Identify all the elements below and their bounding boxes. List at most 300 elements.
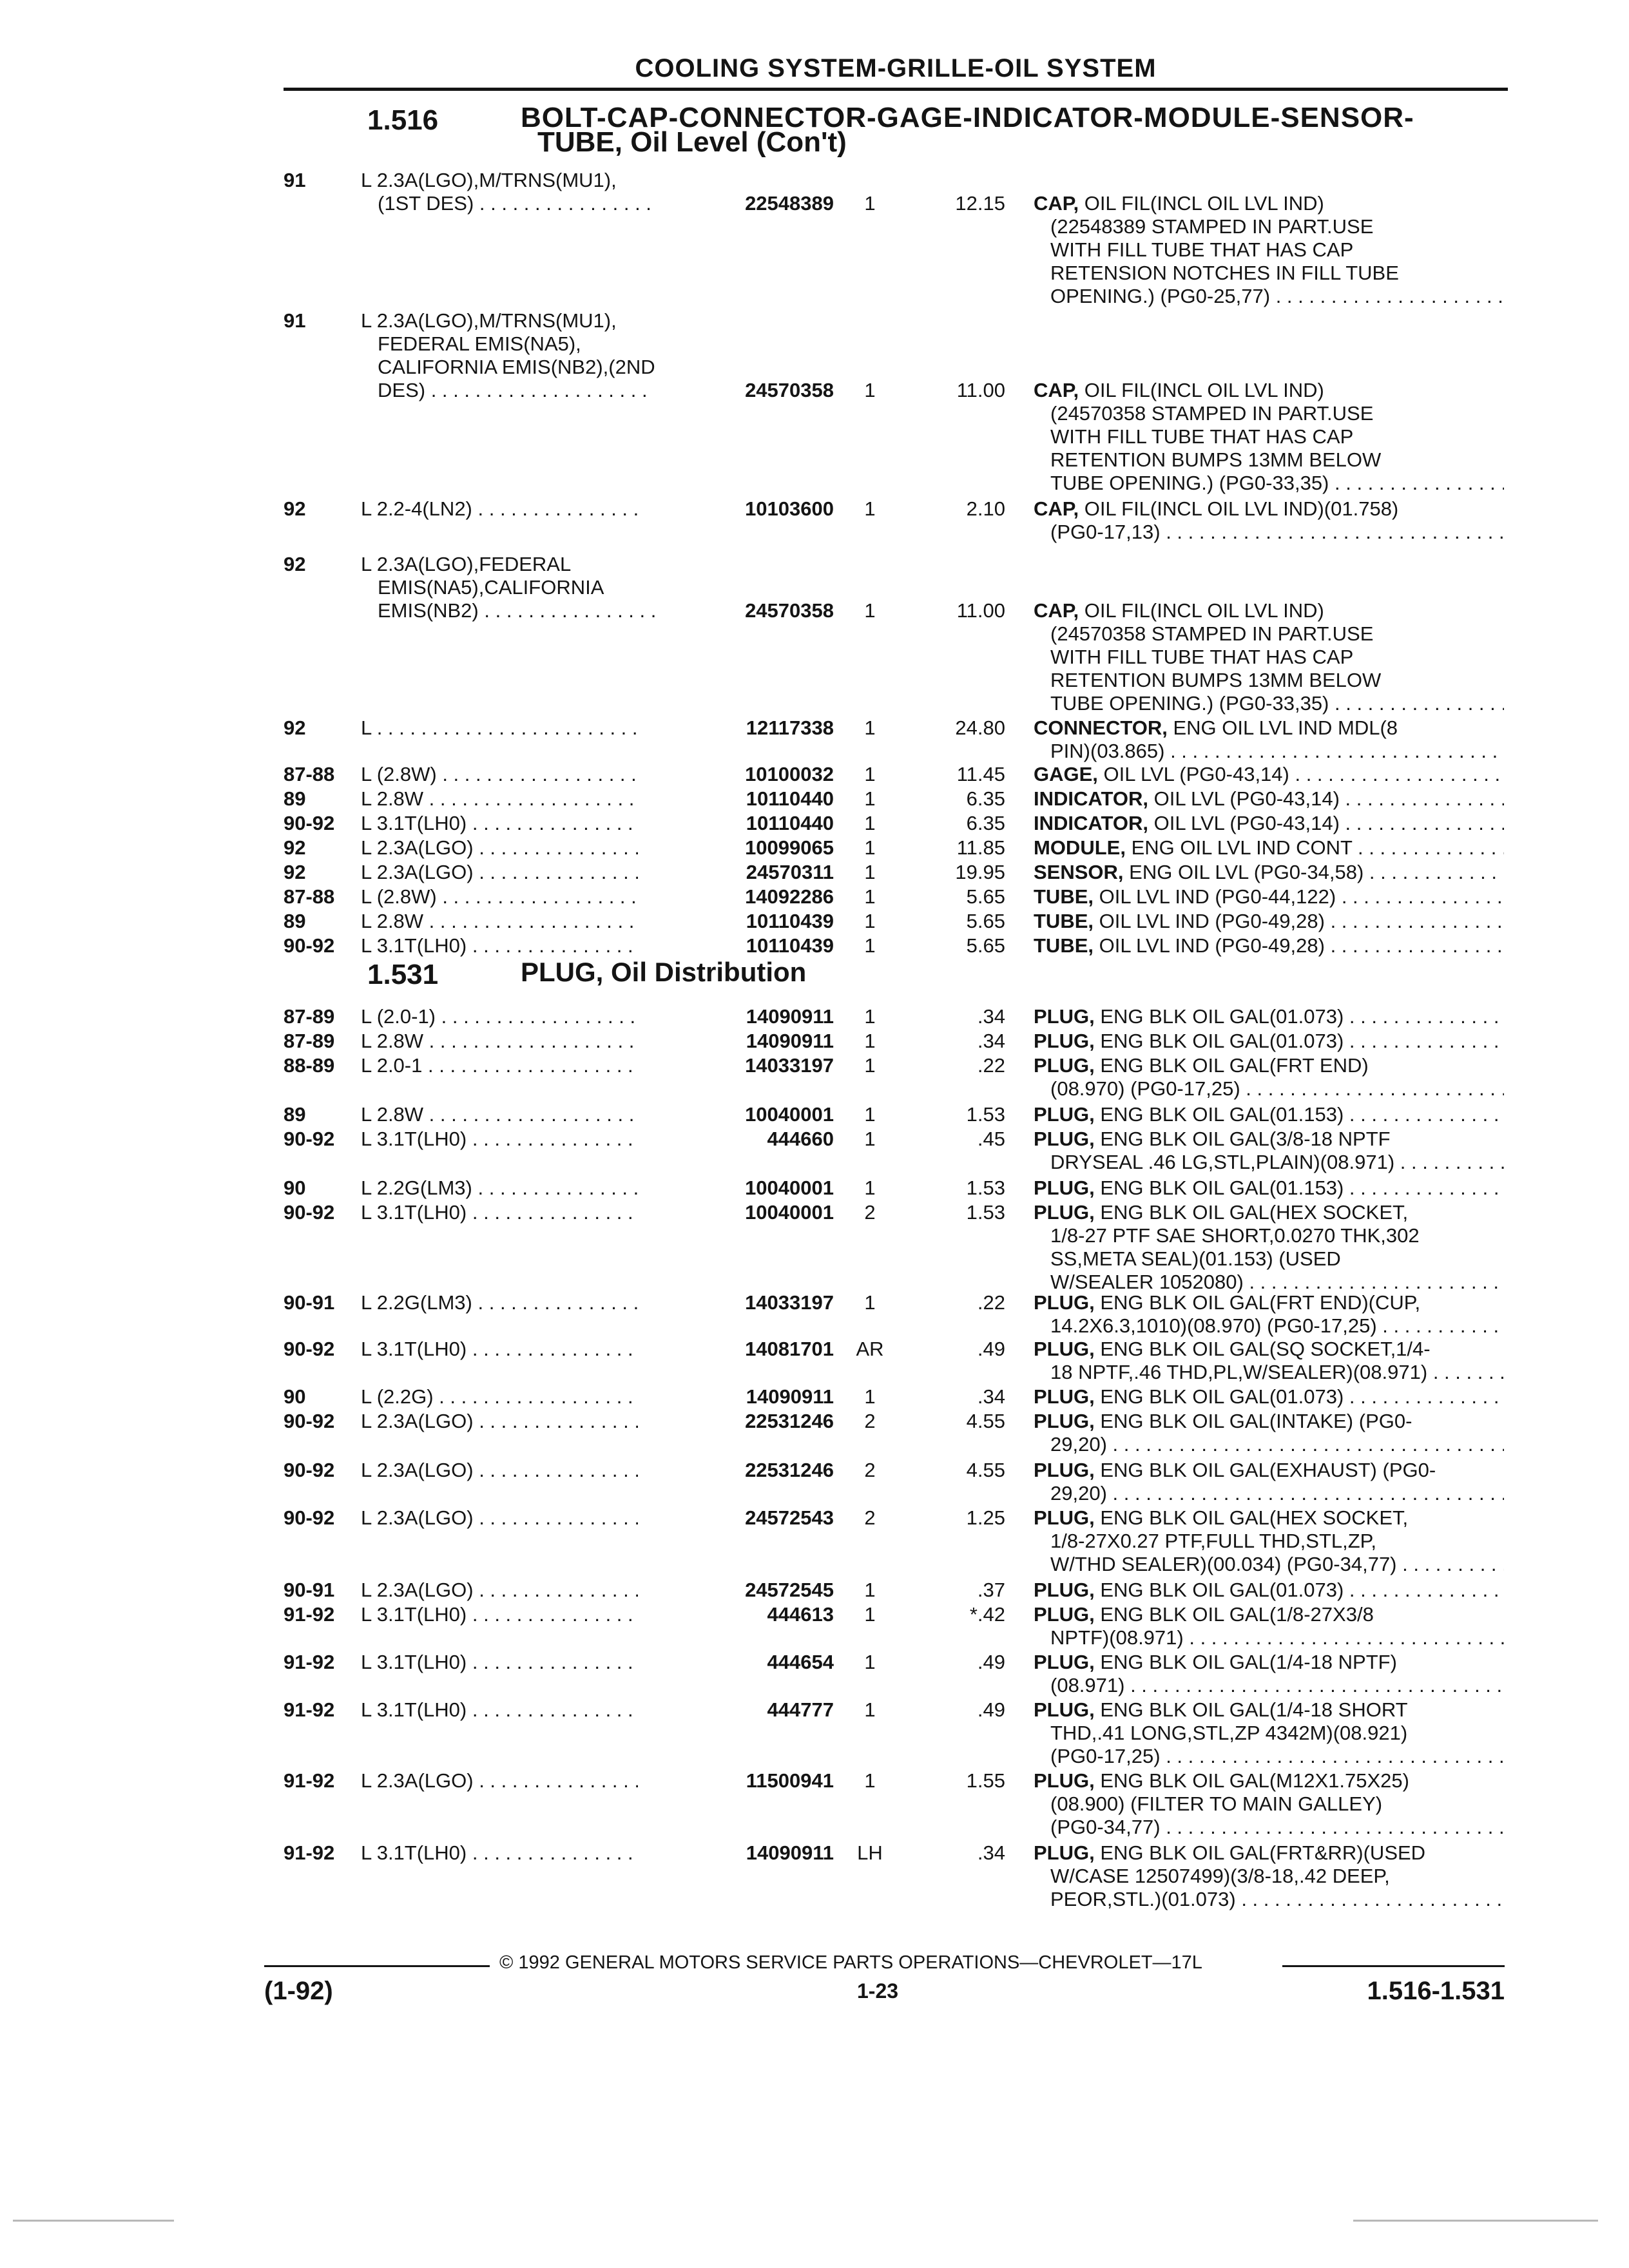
application-line (361, 1291, 638, 1314)
section-number: 1.531 (367, 959, 439, 990)
part-number: 11500941 (746, 1769, 834, 1792)
description-line (1034, 1459, 1504, 1482)
model-years: 87-89 (284, 1030, 335, 1052)
footer-rule-right (1282, 1965, 1505, 1967)
footer-page-number: 1-23 (857, 1979, 899, 2003)
model-years: 89 (284, 787, 306, 810)
description-line (1034, 861, 1504, 884)
description (1034, 861, 1504, 884)
description-text: OIL FIL(INCL OIL LVL IND) (1084, 192, 1324, 215)
part-name: TUBE, (1034, 910, 1094, 932)
description-text: ENG BLK OIL GAL(01.073) (1100, 1385, 1344, 1408)
description-text: ENG BLK OIL GAL(01.153) (1100, 1103, 1344, 1126)
part-number: 14090911 (746, 1030, 834, 1052)
model-years: 91-92 (284, 1769, 335, 1792)
part-number: 24570358 (745, 379, 834, 401)
quantity: 1 (864, 716, 876, 739)
application-line (361, 934, 638, 957)
description (1034, 1651, 1504, 1697)
part-number: 24570311 (746, 861, 834, 883)
application-text: L 3.1T(LH0) (361, 1201, 467, 1224)
application-line (361, 1128, 638, 1151)
application-line (361, 1769, 638, 1792)
price: 4.55 (966, 1459, 1005, 1481)
price: 1.53 (966, 1103, 1005, 1126)
quantity: 1 (864, 599, 876, 622)
description-line (1034, 1201, 1504, 1224)
part-name: INDICATOR, (1034, 787, 1148, 810)
description (1034, 885, 1504, 908)
price: .34 (977, 1005, 1005, 1028)
description-line: RETENTION BUMPS 13MM BELOW (1050, 669, 1382, 691)
description (1034, 1769, 1504, 1839)
part-name: PLUG, (1034, 1030, 1095, 1052)
part-name: PLUG, (1034, 1459, 1095, 1481)
part-number: 444613 (767, 1603, 834, 1626)
part-number: 14033197 (745, 1054, 834, 1077)
application-text: L 3.1T(LH0) (361, 1651, 467, 1673)
description (1034, 379, 1504, 495)
part-name: PLUG, (1034, 1385, 1095, 1408)
price: 5.65 (966, 885, 1005, 908)
description-line: (24570358 STAMPED IN PART.USE (1050, 402, 1374, 425)
quantity: 1 (864, 1054, 876, 1077)
description-line (1034, 192, 1504, 215)
description-line (1034, 379, 1504, 402)
section-title-line2: TUBE, Oil Level (Con't) (537, 126, 847, 158)
quantity: LH (857, 1841, 883, 1864)
application-text: L 3.1T(LH0) (361, 1338, 467, 1360)
description-line: (24570358 STAMPED IN PART.USE (1050, 622, 1374, 645)
price: 11.85 (956, 836, 1005, 859)
model-years: 90-92 (284, 812, 335, 834)
application-line (361, 812, 638, 835)
description-text: OIL LVL IND (PG0-49,28) (1099, 910, 1325, 932)
price: .34 (977, 1385, 1005, 1408)
description-text: ENG BLK OIL GAL(FRT END) (1100, 1054, 1369, 1077)
description-line (1034, 1651, 1504, 1674)
application-line (361, 1506, 638, 1530)
model-years: 91-92 (284, 1651, 335, 1673)
application-text: L 2.3A(LGO) (361, 1459, 474, 1481)
part-number: 10040001 (745, 1177, 834, 1199)
application-text: L 2.8W (361, 1030, 424, 1052)
description-text: ENG BLK OIL GAL(01.073) (1100, 1030, 1344, 1052)
model-years: 91-92 (284, 1698, 335, 1721)
part-number: 24570358 (745, 599, 834, 622)
quantity: 1 (864, 1128, 876, 1150)
application-text: L 2.3A(LGO) (361, 1506, 474, 1529)
application-text: L 2.3A(LGO) (361, 1769, 474, 1792)
application-line: L 2.3A(LGO),M/TRNS(MU1), (361, 169, 617, 191)
description-text: OIL LVL (PG0-43,14) (1153, 787, 1340, 810)
application-text: L 3.1T(LH0) (361, 1128, 467, 1150)
description-line: TUBE OPENING.) (PG0-33,35) . . . (1034, 472, 1504, 495)
part-name: GAGE, (1034, 763, 1098, 785)
application-line (361, 192, 655, 215)
application-text: DES) (378, 379, 426, 401)
description-line (1034, 1841, 1504, 1865)
page-header-title: COOLING SYSTEM-GRILLE-OIL SYSTEM (635, 54, 1157, 82)
part-name: CONNECTOR, (1034, 716, 1168, 739)
part-number: 14033197 (745, 1291, 834, 1314)
description-line: NPTF)(08.971) . . . (1034, 1626, 1504, 1649)
description-line: W/THD SEALER)(00.034) (PG0-34,77) . . . (1034, 1553, 1504, 1576)
quantity: 1 (864, 934, 876, 957)
price: .45 (977, 1128, 1005, 1150)
quantity: 1 (864, 1385, 876, 1408)
part-name: PLUG, (1034, 1603, 1095, 1626)
description-line: TUBE OPENING.) (PG0-33,35) . . . (1034, 692, 1504, 715)
description-line (1034, 910, 1504, 933)
part-name: PLUG, (1034, 1579, 1095, 1601)
description (1034, 910, 1504, 933)
description-text: OIL FIL(INCL OIL LVL IND)(01.758) (1084, 497, 1399, 520)
description (1034, 763, 1504, 786)
price: 4.55 (966, 1410, 1005, 1432)
price: 19.95 (955, 861, 1005, 883)
description-text: ENG BLK OIL GAL(3/8-18 NPTF (1100, 1128, 1391, 1150)
description-line (1034, 1128, 1504, 1151)
part-name: TUBE, (1034, 934, 1094, 957)
description (1034, 836, 1504, 860)
part-number: 14092286 (745, 885, 834, 908)
price: 1.25 (966, 1506, 1005, 1529)
part-number: 22531246 (745, 1459, 834, 1481)
price: 24.80 (955, 716, 1005, 739)
description (1034, 1506, 1504, 1576)
model-years: 91 (284, 169, 306, 191)
part-name: PLUG, (1034, 1177, 1095, 1199)
application-line: CALIFORNIA EMIS(NB2),(2ND (378, 356, 655, 378)
price: 6.35 (966, 787, 1005, 810)
description-line: (22548389 STAMPED IN PART.USE (1050, 215, 1374, 238)
application-text: L (2.8W) (361, 763, 437, 785)
scan-artifact (13, 2220, 174, 2222)
footer-date: (1-92) (264, 1977, 333, 2005)
description-line: WITH FILL TUBE THAT HAS CAP (1050, 646, 1354, 668)
description-text: ENG OIL LVL IND CONT (1131, 836, 1353, 859)
description-line (1034, 1103, 1504, 1126)
model-years: 87-89 (284, 1005, 335, 1028)
quantity: 2 (864, 1410, 876, 1432)
application-line (361, 1103, 638, 1126)
footer-copyright: © 1992 GENERAL MOTORS SERVICE PARTS OPERATIONS—CHEVROLET—17L (499, 1952, 1202, 1973)
description-text: OIL FIL(INCL OIL LVL IND) (1084, 379, 1324, 401)
quantity: 1 (864, 1603, 876, 1626)
description-text: ENG BLK OIL GAL(01.153) (1100, 1177, 1344, 1199)
part-name: INDICATOR, (1034, 812, 1148, 834)
description (1034, 1338, 1504, 1384)
quantity: 2 (864, 1201, 876, 1224)
model-years: 91-92 (284, 1603, 335, 1626)
description-line (1034, 599, 1504, 622)
part-name: CAP, (1034, 599, 1079, 622)
application-text: L 2.3A(LGO) (361, 1579, 474, 1601)
quantity: 1 (864, 497, 876, 520)
description (1034, 1698, 1504, 1768)
description-line: (PG0-17,25) . . . (1034, 1745, 1504, 1768)
description (1034, 716, 1504, 763)
part-number: 14081701 (745, 1338, 834, 1360)
model-years: 92 (284, 861, 306, 883)
description-line (1034, 1698, 1504, 1722)
part-number: 10099065 (745, 836, 834, 859)
part-number: 10040001 (745, 1201, 834, 1224)
scan-artifact (1353, 2220, 1598, 2222)
application-line: FEDERAL EMIS(NA5), (378, 332, 581, 355)
description-line (1034, 1410, 1504, 1433)
price: 1.55 (966, 1769, 1005, 1792)
description-line: PIN)(03.865) . . . (1034, 740, 1504, 763)
part-name: PLUG, (1034, 1005, 1095, 1028)
description-line (1034, 885, 1504, 908)
application-text: L 3.1T(LH0) (361, 1603, 467, 1626)
description (1034, 1459, 1504, 1505)
application-line (361, 1338, 638, 1361)
price: 5.65 (966, 910, 1005, 932)
application-line (361, 1651, 638, 1674)
application-line (361, 1841, 638, 1865)
price: .49 (977, 1698, 1005, 1721)
part-number: 10103600 (745, 497, 834, 520)
quantity: 1 (864, 1651, 876, 1673)
part-number: 444660 (767, 1128, 834, 1150)
description-text: ENG BLK OIL GAL(01.073) (1100, 1005, 1344, 1028)
application-line (361, 716, 638, 740)
model-years: 90-92 (284, 1338, 335, 1360)
description-line (1034, 1506, 1504, 1530)
application-line (361, 379, 655, 402)
part-number: 10110439 (746, 910, 834, 932)
application-text: L 3.1T(LH0) (361, 1698, 467, 1721)
description-text: OIL LVL IND (PG0-44,122) (1099, 885, 1336, 908)
quantity: 1 (864, 1698, 876, 1721)
quantity: 1 (864, 1103, 876, 1126)
application-text: L 2.0-1 (361, 1054, 423, 1077)
part-number: 12117338 (746, 716, 834, 739)
application-line (361, 1698, 638, 1722)
model-years: 90-92 (284, 934, 335, 957)
part-number: 10110440 (746, 812, 834, 834)
model-years: 90-92 (284, 1506, 335, 1529)
model-years: 90-92 (284, 1128, 335, 1150)
part-number: 444777 (767, 1698, 834, 1721)
application-line (361, 1385, 638, 1408)
application-line (361, 1005, 638, 1028)
application-line: L 2.3A(LGO),FEDERAL (361, 553, 572, 575)
model-years: 90 (284, 1177, 306, 1199)
price: 5.65 (966, 934, 1005, 957)
description-text: ENG BLK OIL GAL(M12X1.75X25) (1100, 1769, 1409, 1792)
description (1034, 1579, 1504, 1602)
description-line: 14.2X6.3,1010)(08.970) (PG0-17,25) . . . (1034, 1314, 1504, 1338)
part-number: 24572543 (745, 1506, 834, 1529)
price: 1.53 (966, 1177, 1005, 1199)
description-text: OIL LVL (PG0-43,14) (1153, 812, 1340, 834)
description-text: ENG BLK OIL GAL(1/4-18 NPTF) (1100, 1651, 1397, 1673)
description-line: DRYSEAL .46 LG,STL,PLAIN)(08.971) . . . (1034, 1151, 1504, 1174)
price: .22 (977, 1054, 1005, 1077)
application-line (361, 861, 638, 884)
part-number: 14090911 (746, 1385, 834, 1408)
application-line (361, 1054, 638, 1077)
description (1034, 1128, 1504, 1174)
description-line (1034, 812, 1504, 835)
part-name: PLUG, (1034, 1054, 1095, 1077)
application-line (361, 1030, 638, 1053)
model-years: 90-92 (284, 1201, 335, 1224)
description-line (1034, 836, 1504, 860)
description (1034, 1410, 1504, 1456)
part-number: 10110440 (746, 787, 834, 810)
model-years: 87-88 (284, 885, 335, 908)
model-years: 91-92 (284, 1841, 335, 1864)
quantity: 1 (864, 787, 876, 810)
price: .49 (977, 1651, 1005, 1673)
application-text: L 3.1T(LH0) (361, 934, 467, 957)
quantity: 1 (864, 379, 876, 401)
description (1034, 1054, 1504, 1100)
model-years: 89 (284, 1103, 306, 1126)
model-years: 91 (284, 309, 306, 332)
part-number: 14090911 (746, 1841, 834, 1864)
description-line: 1/8-27X0.27 PTF,FULL THD,STL,ZP, (1050, 1530, 1376, 1552)
part-number: 444654 (767, 1651, 834, 1673)
model-years: 90-91 (284, 1579, 335, 1601)
description (1034, 1291, 1504, 1338)
description-line (1034, 1030, 1504, 1053)
application-text: L 2.3A(LGO) (361, 861, 474, 883)
part-number: 10040001 (745, 1103, 834, 1126)
part-name: PLUG, (1034, 1128, 1095, 1150)
description-line (1034, 934, 1504, 957)
description-line (1034, 787, 1504, 811)
application-text: L 2.8W (361, 1103, 424, 1126)
quantity: 1 (864, 1030, 876, 1052)
description-text: ENG OIL LVL (PG0-34,58) (1129, 861, 1364, 883)
part-number: 22548389 (745, 192, 834, 215)
quantity: 1 (864, 1769, 876, 1792)
part-name: PLUG, (1034, 1769, 1095, 1792)
description-line: (08.970) (PG0-17,25) . . . (1034, 1077, 1504, 1100)
quantity: 1 (864, 885, 876, 908)
application-text: L 2.8W (361, 910, 424, 932)
quantity: 1 (864, 836, 876, 859)
description (1034, 1603, 1504, 1649)
price: .22 (977, 1291, 1005, 1314)
description-line: 18 NPTF,.46 THD,PL,W/SEALER)(08.971) . . . (1034, 1361, 1504, 1384)
description-line (1034, 1579, 1504, 1602)
model-years: 90-91 (284, 1291, 335, 1314)
description-line (1034, 497, 1504, 521)
quantity: 1 (864, 1177, 876, 1199)
part-name: PLUG, (1034, 1103, 1095, 1126)
application-line (361, 836, 638, 860)
part-number: 22531246 (745, 1410, 834, 1432)
price: .34 (977, 1841, 1005, 1864)
application-text: L 3.1T(LH0) (361, 812, 467, 834)
application-text: L 2.3A(LGO) (361, 836, 474, 859)
description-line: W/SEALER 1052080) . . . (1034, 1271, 1504, 1294)
description-text: OIL FIL(INCL OIL LVL IND) (1084, 599, 1324, 622)
description-text: ENG BLK OIL GAL(EXHAUST) (PG0- (1100, 1459, 1436, 1481)
application-line (361, 1410, 638, 1433)
application-line (361, 497, 638, 521)
description (1034, 497, 1504, 544)
model-years: 92 (284, 716, 306, 739)
description (1034, 1201, 1504, 1294)
description-line: PEOR,STL.)(01.073) . . . (1034, 1888, 1504, 1911)
part-name: MODULE, (1034, 836, 1126, 859)
quantity: 1 (864, 1291, 876, 1314)
description-line (1034, 1291, 1504, 1314)
description (1034, 1005, 1504, 1028)
application-line (361, 763, 638, 786)
model-years: 92 (284, 497, 306, 520)
application-text: EMIS(NB2) (378, 599, 479, 622)
model-years: 89 (284, 910, 306, 932)
description (1034, 1030, 1504, 1053)
price: .34 (977, 1030, 1005, 1052)
description-line: (08.900) (FILTER TO MAIN GALLEY) (1050, 1792, 1383, 1815)
description-line: WITH FILL TUBE THAT HAS CAP (1050, 425, 1354, 448)
application-text: L 2.2G(LM3) (361, 1177, 472, 1199)
application-text: L (361, 716, 372, 739)
application-text: L (2.8W) (361, 885, 437, 908)
description-line: SS,META SEAL)(01.153) (USED (1050, 1247, 1341, 1270)
quantity: 1 (864, 1005, 876, 1028)
model-years: 92 (284, 553, 306, 575)
description-text: ENG BLK OIL GAL(FRT END)(CUP, (1100, 1291, 1421, 1314)
application-line (361, 787, 638, 811)
quantity: 1 (864, 812, 876, 834)
description-text: ENG OIL LVL IND MDL(8 (1173, 716, 1398, 739)
description (1034, 1841, 1504, 1911)
quantity: 1 (864, 1579, 876, 1601)
quantity: 1 (864, 192, 876, 215)
description-line: (08.971) . . . (1034, 1674, 1504, 1697)
description-text: ENG BLK OIL GAL(1/4-18 SHORT (1100, 1698, 1408, 1721)
application-text: L 2.3A(LGO) (361, 1410, 474, 1432)
part-name: TUBE, (1034, 885, 1094, 908)
part-name: PLUG, (1034, 1291, 1095, 1314)
model-years: 90 (284, 1385, 306, 1408)
application-line (361, 910, 638, 933)
part-number: 24572545 (745, 1579, 834, 1601)
description-line (1034, 1769, 1504, 1792)
description-text: ENG BLK OIL GAL(HEX SOCKET, (1100, 1201, 1409, 1224)
part-name: SENSOR, (1034, 861, 1124, 883)
part-name: PLUG, (1034, 1698, 1095, 1721)
description-line: RETENTION BUMPS 13MM BELOW (1050, 448, 1382, 471)
part-number: 10110439 (746, 934, 834, 957)
description-line: (PG0-34,77) . . . (1034, 1816, 1504, 1839)
application-line (361, 1603, 638, 1626)
description (1034, 934, 1504, 957)
price: 11.45 (956, 763, 1005, 785)
application-text: L (2.0-1) (361, 1005, 436, 1028)
description (1034, 812, 1504, 835)
description-line: 29,20) . . . (1034, 1433, 1504, 1456)
description-text: ENG BLK OIL GAL(01.073) (1100, 1579, 1344, 1601)
application-text: L 2.2-4(LN2) (361, 497, 472, 520)
section-title-line1: BOLT-CAP-CONNECTOR-GAGE-INDICATOR-MODULE-SENSOR- (521, 102, 1414, 133)
description-line: (PG0-17,13) . . . (1034, 521, 1504, 544)
part-name: PLUG, (1034, 1506, 1095, 1529)
description-text: OIL LVL (PG0-43,14) (1103, 763, 1289, 785)
price: 2.10 (966, 497, 1005, 520)
